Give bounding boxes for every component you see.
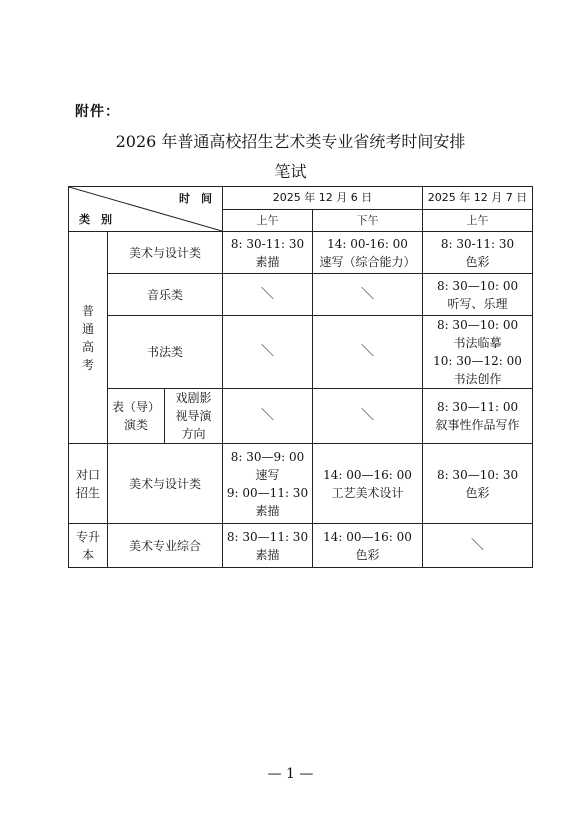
table-row [69,274,533,316]
schedule-cell: 8: 30—9: 00 速写 9: 00—11: 30 素描 [223,444,313,524]
schedule-cell: 14: 00—16: 00 色彩 [313,524,423,568]
d2-morning-header: 上午 [423,210,533,232]
group-duikou: 对口 招生 [69,444,108,524]
schedule-cell: 14: 00—16: 00 工艺美术设计 [313,444,423,524]
table-row [69,389,533,444]
page-title: 2026 年普通高校招生艺术类专业省统考时间安排 [115,132,466,151]
category-name: 表（导） 演类 [108,389,165,444]
corner-time-label: 时 间 [179,192,213,205]
group-putong: 普 通 高 考 [69,232,108,444]
empty-slash: ＼ [313,316,423,389]
d1-morning-header: 上午 [223,210,313,232]
date2-header: 2025 年 12 月 7 日 [423,187,533,210]
schedule-cell: 8: 30-11: 30 素描 [223,232,313,274]
category-name: 音乐类 [108,274,223,316]
schedule-cell: 8: 30—11: 00 叙事性作品写作 [423,389,533,444]
page-number: — 1 — [267,766,314,782]
empty-slash: ＼ [313,389,423,444]
schedule-cell: 14: 00-16: 00 速写（综合能力） [313,232,423,274]
schedule-cell: 8: 30—10: 00 听写、乐理 [423,274,533,316]
category-name: 美术专业综合 [108,524,223,568]
empty-slash: ＼ [423,524,533,568]
table-row [69,444,533,524]
category-name: 美术与设计类 [108,444,223,524]
table-row [69,232,533,274]
schedule-cell: 8: 30-11: 30 色彩 [423,232,533,274]
category-name: 书法类 [108,316,223,389]
group-zhuansheng: 专升 本 [69,524,108,568]
empty-slash: ＼ [223,316,313,389]
date1-header: 2025 年 12 月 6 日 [223,187,423,210]
schedule-cell: 8: 30—10: 30 色彩 [423,444,533,524]
category-name: 美术与设计类 [108,232,223,274]
exam-schedule-table [68,186,533,568]
table-row [69,524,533,568]
subcategory-name: 戏剧影 视导演 方向 [165,389,223,444]
d1-afternoon-header: 下午 [313,210,423,232]
page-subtitle: 笔试 [274,162,307,181]
corner-category-label: 类 别 [79,213,112,226]
corner-header-cell [69,187,223,232]
empty-slash: ＼ [313,274,423,316]
schedule-cell: 8: 30—11: 30 素描 [223,524,313,568]
schedule-cell: 8: 30—10: 00 书法临摹 10: 30—12: 00 书法创作 [423,316,533,389]
table-row [69,316,533,389]
attachment-label: 附件： [75,104,120,120]
empty-slash: ＼ [223,274,313,316]
empty-slash: ＼ [223,389,313,444]
